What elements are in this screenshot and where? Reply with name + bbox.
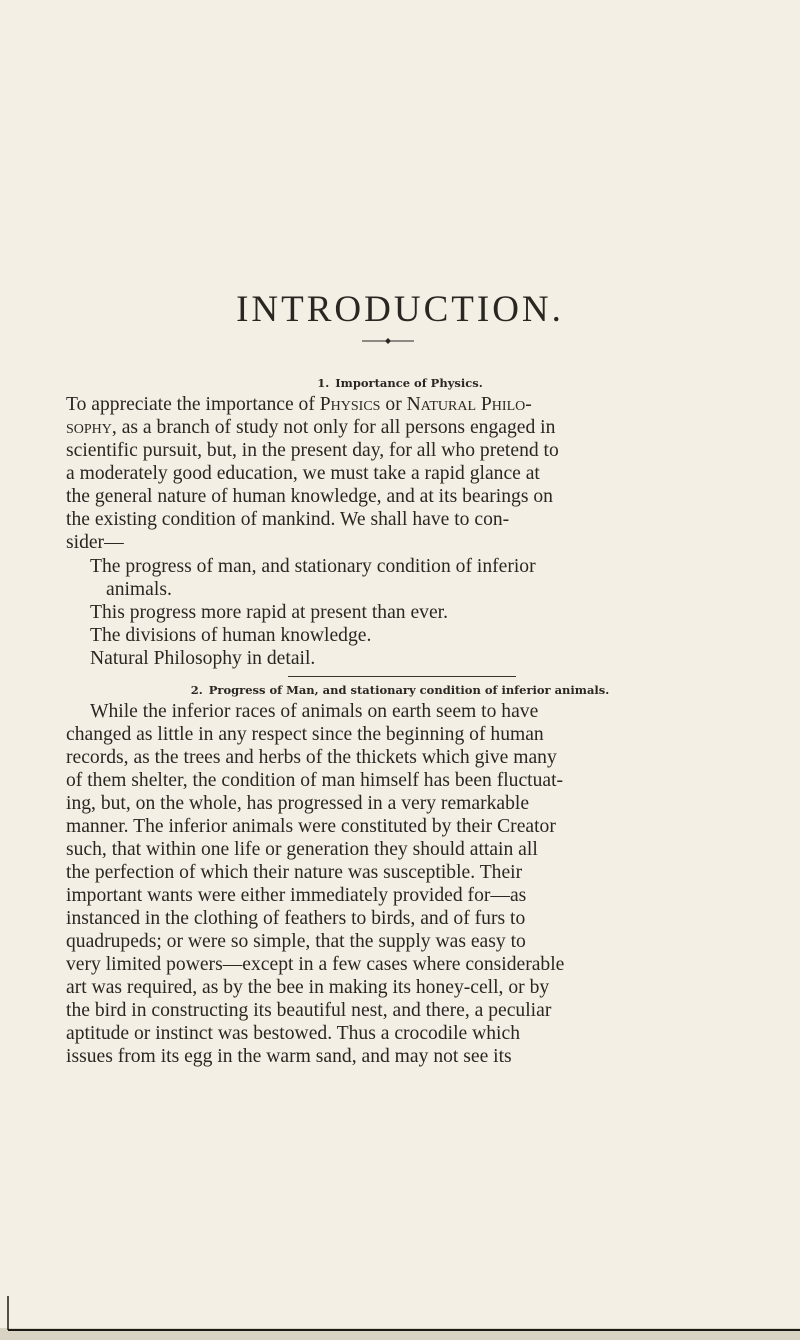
body-line: quadrupeds; or were so simple, that the supply was easy to [66,931,526,952]
section-2-number: 2. [190,683,203,697]
topic-item: The progress of man, and stationary condition of inferior [90,556,536,577]
body-line: instanced in the clothing of feathers to birds, and of furs to [66,908,526,929]
topic-item-continuation: animals. [106,579,172,600]
section-1-line-6: the existing condition of mankind. We shall have to con- [66,509,510,530]
body-line: important wants were either immediately provided for—as [66,885,527,906]
section-2-heading [0,683,800,697]
natural-philosophy-term: Natural Philo- [406,394,532,415]
section-1-number: 1. [317,376,330,390]
page-bottom-edge [0,1296,800,1340]
body-line: issues from its egg in the warm sand, and may not see its [66,1046,512,1067]
body-line: changed as little in any respect since the beginning of human [66,724,544,745]
section-1-line-4: a moderately good education, we must take a rapid glance at [66,463,540,484]
text-span: , as a branch of study not only for all persons engaged in [111,417,556,438]
text-span: To appreciate the importance of [66,394,315,415]
body-line: of them shelter, the condition of man himself has been fluctuat- [66,770,564,791]
section-1-line-3: scientific pursuit, but, in the present day, for all who pretend to [66,440,559,461]
title-ornament-rule [362,336,414,346]
section-1-line-7: sider— [66,532,124,553]
section-2-heading-text: Progress of Man, and stationary condition of inferior animals. [208,683,610,697]
section-1-heading [0,376,800,390]
body-line: While the inferior races of animals on earth seem to have [90,701,539,722]
text-span: or [385,394,402,415]
body-line: manner. The inferior animals were constituted by their Creator [66,816,556,837]
section-1-line-2 [66,416,747,439]
section-divider [288,676,516,677]
body-line: such, that within one life or generation they should attain all [66,839,538,860]
section-1-line-5: the general nature of human knowledge, and at its bearings on [66,486,553,507]
topic-item: This progress more rapid at present than ever. [90,602,449,623]
body-line: the perfection of which their nature was susceptible. Their [66,862,523,883]
chapter-title: INTRODUCTION. [236,289,564,330]
body-line: records, as the trees and herbs of the thickets which give many [66,747,557,768]
section-1-line-1 [66,393,756,416]
physics-term: Physics [319,394,381,415]
topic-item: The divisions of human knowledge. [90,625,372,646]
section-1-heading-text: Importance of Physics. [335,376,483,390]
body-line: art was required, as by the bee in making its honey-cell, or by [66,977,550,998]
body-line: the bird in constructing its beautiful nest, and there, a peculiar [66,1000,552,1021]
body-line: ing, but, on the whole, has progressed in a very remarkable [66,793,530,814]
body-line: very limited powers—except in a few cases where considerable [66,954,565,975]
philosophy-term-end: sophy [66,417,112,438]
body-line: aptitude or instinct was bestowed. Thus a crocodile which [66,1023,520,1044]
topic-item: Natural Philosophy in detail. [90,648,316,669]
